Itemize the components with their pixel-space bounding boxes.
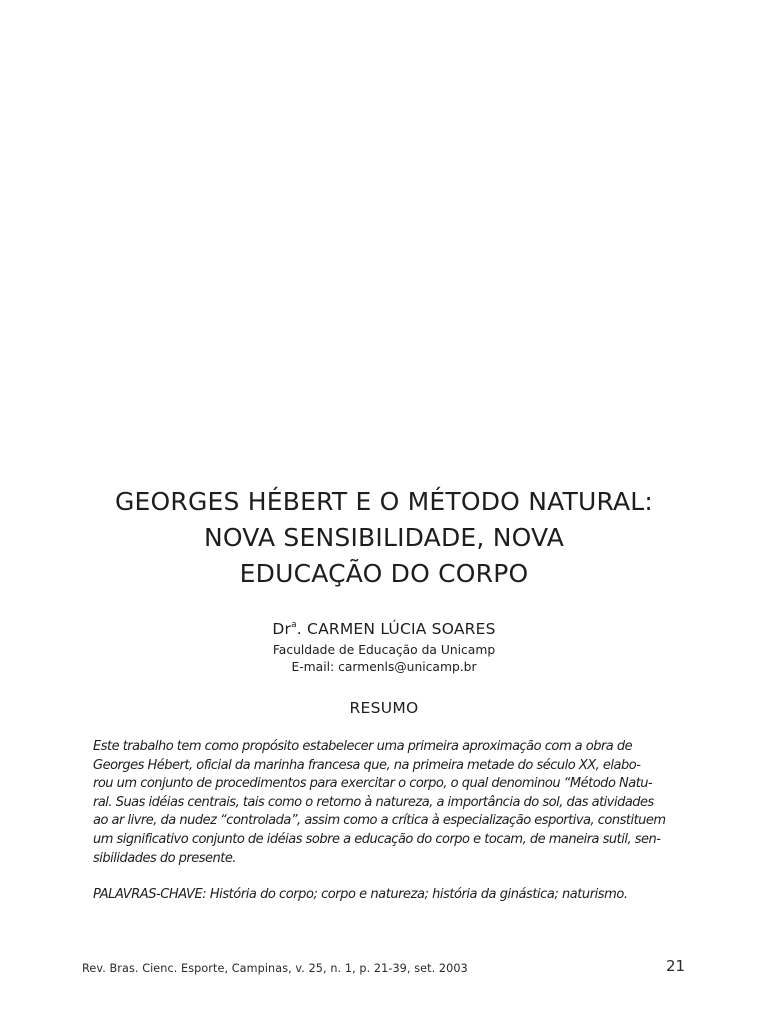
abstract-line: Este trabalho tem como propósito estabelecer uma primeira aproximação com a obra de bbox=[93, 739, 633, 754]
author-email: E-mail: carmenls@unicamp.br bbox=[291, 660, 477, 674]
title-line-2: NOVA SENSIBILIDADE, NOVA bbox=[203, 523, 565, 552]
abstract-line: sibilidades do presente. bbox=[93, 850, 237, 866]
author-name: . CARMEN LÚCIA SOARES bbox=[296, 620, 496, 638]
abstract-heading: RESUMO bbox=[349, 699, 419, 717]
title-line-3: EDUCAÇÃO DO CORPO bbox=[239, 559, 529, 588]
page-number: 21 bbox=[666, 957, 686, 975]
author-prefix: Dr bbox=[272, 620, 292, 638]
title-line-1: GEORGES HÉBERT E O MÉTODO NATURAL: bbox=[114, 487, 654, 516]
keywords: PALAVRAS-CHAVE: História do corpo; corpo e natureza; história da ginástica; naturismo. bbox=[93, 887, 628, 902]
journal-citation: Rev. Bras. Cienc. Esporte, Campinas, v. 25, n. 1, p. 21-39, set. 2003 bbox=[82, 962, 468, 975]
abstract-body bbox=[93, 738, 678, 868]
abstract-line: ral. Suas idéias centrais, tais como o retorno à natureza, a importância do sol, das atividades bbox=[93, 794, 654, 810]
abstract-line: rou um conjunto de procedimentos para exercitar o corpo, o qual denominou “Método Natu- bbox=[93, 776, 653, 792]
abstract-line: Georges Hébert, oficial da marinha francesa que, na primeira metade do século XX, elabo- bbox=[93, 757, 641, 773]
author-line bbox=[60, 620, 708, 638]
author-superscript: a bbox=[291, 620, 297, 630]
author-affiliation: Faculdade de Educação da Unicamp bbox=[272, 643, 496, 657]
abstract-line: um significativo conjunto de idéias sobre a educação do corpo e tocam, de maneira sutil, sen- bbox=[93, 831, 661, 847]
abstract-line: ao ar livre, da nudez “controlada”, assim como a crítica à especialização esportiva, constituem bbox=[93, 813, 666, 829]
article-title bbox=[60, 484, 708, 592]
